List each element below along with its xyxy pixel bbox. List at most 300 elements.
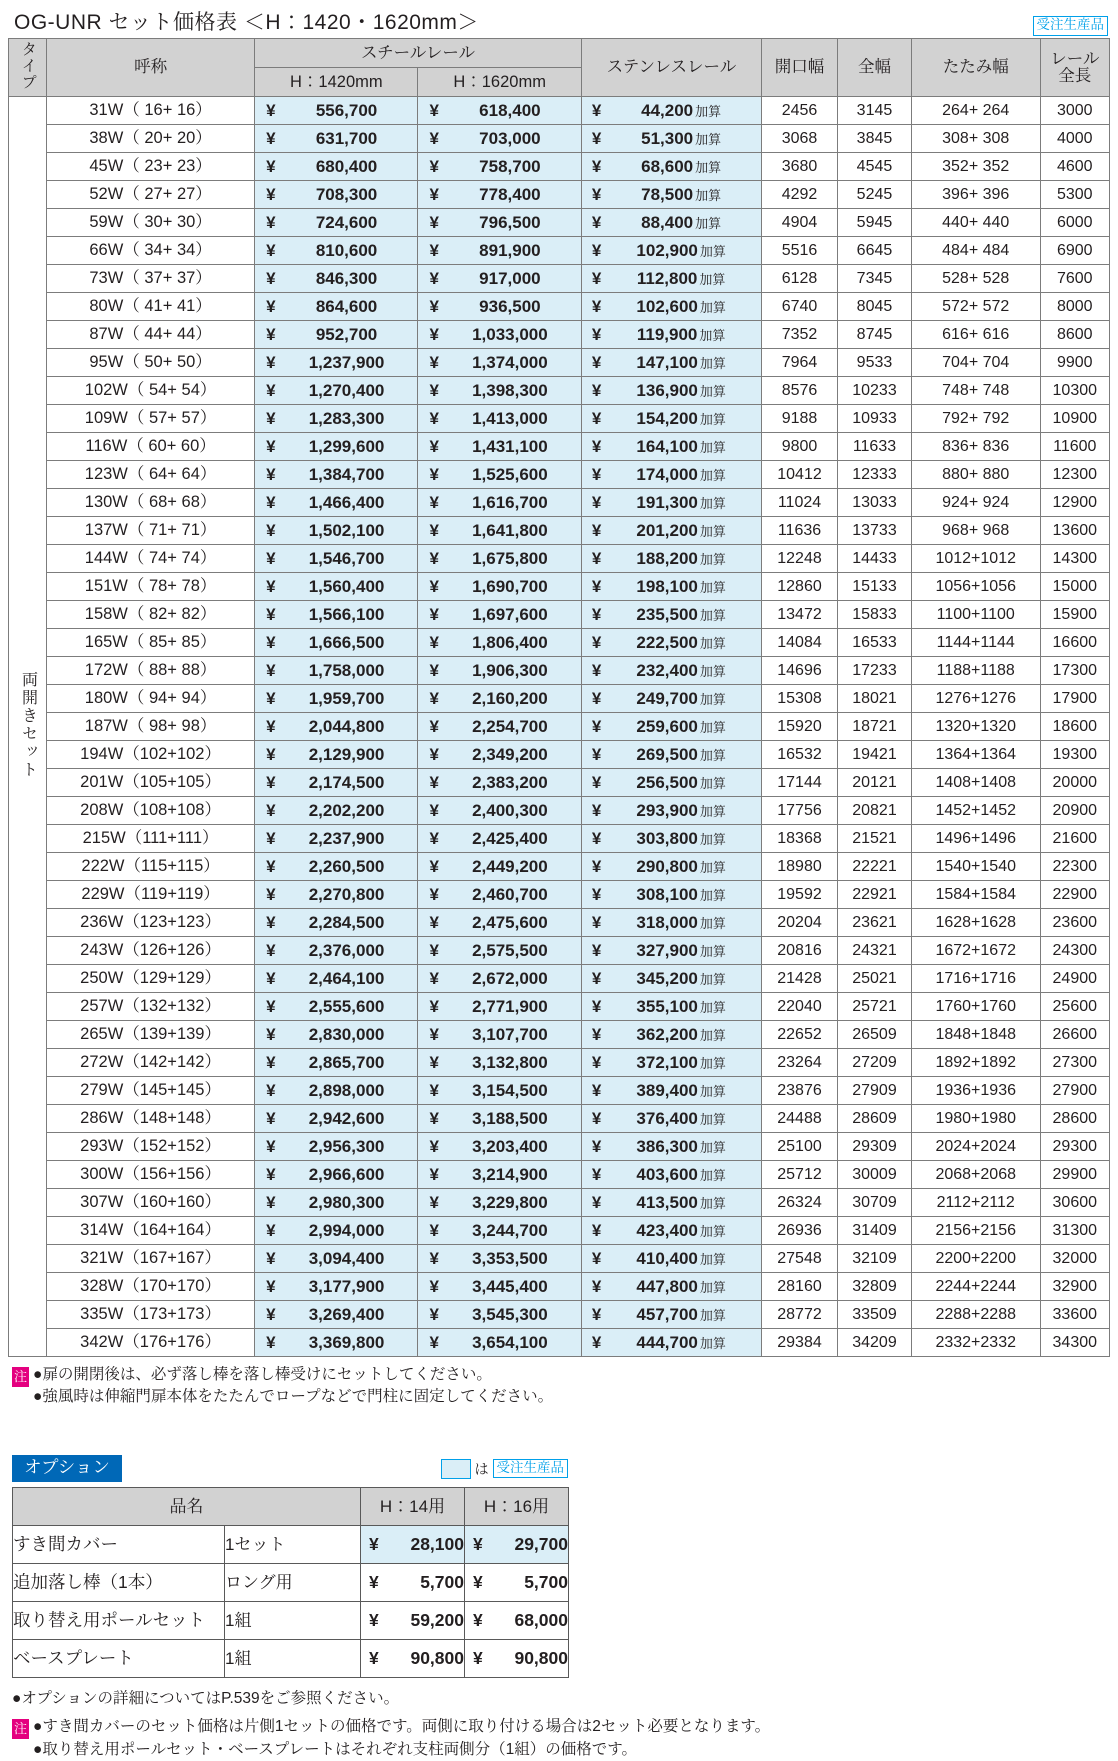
option-name: すき間カバー (13, 1526, 225, 1564)
cell-stainless: ¥ 51,300 加算 (581, 125, 761, 153)
cell-name: 293W（152+152） (47, 1133, 255, 1161)
cell-opening-width: 28772 (761, 1301, 837, 1329)
cell-folded-width: 1144+1144 (911, 629, 1040, 657)
cell-opening-width: 12248 (761, 545, 837, 573)
cell-total-width: 20821 (838, 797, 912, 825)
cell-opening-width: 26324 (761, 1189, 837, 1217)
cell-total-width: 19421 (838, 741, 912, 769)
cell-steel-h1620: ¥ 2,575,500 (418, 937, 581, 965)
cell-folded-width: 2068+2068 (911, 1161, 1040, 1189)
cell-stainless: ¥ 376,400 加算 (581, 1105, 761, 1133)
cell-rail-length: 26600 (1040, 1021, 1109, 1049)
cell-total-width: 25721 (838, 993, 912, 1021)
cell-stainless: ¥ 191,300 加算 (581, 489, 761, 517)
cell-name: 66W（ 34+ 34） (47, 237, 255, 265)
cell-steel-h1620: ¥ 3,353,500 (418, 1245, 581, 1273)
cell-rail-length: 14300 (1040, 545, 1109, 573)
option-price-h14: ¥ 28,100 (361, 1526, 465, 1564)
main-notes-lines (33, 1364, 553, 1409)
cell-steel-h1620: ¥ 618,400 (418, 97, 581, 125)
cell-folded-width: 1892+1892 (911, 1049, 1040, 1077)
table-row (9, 293, 1110, 321)
cell-opening-width: 8576 (761, 377, 837, 405)
cell-steel-h1620: ¥ 703,000 (418, 125, 581, 153)
price-table (8, 38, 1110, 1357)
cell-steel-h1620: ¥ 2,383,200 (418, 769, 581, 797)
cell-name: 144W（ 74+ 74） (47, 545, 255, 573)
cell-steel-h1420: ¥ 2,202,200 (255, 797, 418, 825)
cell-opening-width: 25100 (761, 1133, 837, 1161)
table-row (9, 125, 1110, 153)
table-row (9, 1133, 1110, 1161)
cell-folded-width: 1452+1452 (911, 797, 1040, 825)
table-row (9, 825, 1110, 853)
cell-steel-h1420: ¥ 1,546,700 (255, 545, 418, 573)
cell-stainless: ¥ 447,800 加算 (581, 1273, 761, 1301)
column-header-steel-h1420: H：1420mm (255, 68, 418, 97)
cell-folded-width: 308+ 308 (911, 125, 1040, 153)
cell-steel-h1620: ¥ 1,374,000 (418, 349, 581, 377)
cell-folded-width: 1012+1012 (911, 545, 1040, 573)
table-row (9, 1021, 1110, 1049)
cell-steel-h1620: ¥ 778,400 (418, 181, 581, 209)
cell-steel-h1620: ¥ 2,400,300 (418, 797, 581, 825)
table-row (9, 1189, 1110, 1217)
cell-total-width: 16533 (838, 629, 912, 657)
table-row (9, 433, 1110, 461)
caution-mark-icon: 注 (12, 1367, 29, 1387)
cell-steel-h1420: ¥ 1,466,400 (255, 489, 418, 517)
cell-steel-h1420: ¥ 1,566,100 (255, 601, 418, 629)
cell-steel-h1620: ¥ 1,616,700 (418, 489, 581, 517)
cell-total-width: 29309 (838, 1133, 912, 1161)
cell-steel-h1620: ¥ 3,545,300 (418, 1301, 581, 1329)
cell-total-width: 8045 (838, 293, 912, 321)
cell-name: 335W（173+173） (47, 1301, 255, 1329)
cell-steel-h1620: ¥ 917,000 (418, 265, 581, 293)
option-price-h16: ¥ 68,000 (465, 1602, 569, 1640)
cell-name: 52W（ 27+ 27） (47, 181, 255, 209)
cell-name: 194W（102+102） (47, 741, 255, 769)
cell-total-width: 30009 (838, 1161, 912, 1189)
cell-rail-length: 23600 (1040, 909, 1109, 937)
cell-total-width: 34209 (838, 1329, 912, 1357)
cell-name: 172W（ 88+ 88） (47, 657, 255, 685)
cell-total-width: 15833 (838, 601, 912, 629)
cell-steel-h1420: ¥ 2,865,700 (255, 1049, 418, 1077)
page-title: OG-UNR セット価格表 ＜H：1420・1620mm＞ (14, 11, 479, 34)
cell-name: 116W（ 60+ 60） (47, 433, 255, 461)
cell-folded-width: 440+ 440 (911, 209, 1040, 237)
cell-stainless: ¥ 112,800 加算 (581, 265, 761, 293)
cell-name: 158W（ 82+ 82） (47, 601, 255, 629)
option-row (13, 1640, 569, 1678)
option-unit: 1組 (225, 1640, 361, 1678)
cell-steel-h1420: ¥ 724,600 (255, 209, 418, 237)
cell-name: 236W（123+123） (47, 909, 255, 937)
cell-stainless: ¥ 403,600 加算 (581, 1161, 761, 1189)
caution-mark-icon: 注 (12, 1719, 29, 1739)
cell-rail-length: 30600 (1040, 1189, 1109, 1217)
cell-rail-length: 7600 (1040, 265, 1109, 293)
cell-total-width: 32809 (838, 1273, 912, 1301)
cell-folded-width: 704+ 704 (911, 349, 1040, 377)
option-table-head (13, 1488, 569, 1526)
cell-steel-h1620: ¥ 1,641,800 (418, 517, 581, 545)
cell-opening-width: 5516 (761, 237, 837, 265)
cell-steel-h1620: ¥ 1,690,700 (418, 573, 581, 601)
cell-total-width: 3145 (838, 97, 912, 125)
table-row (9, 265, 1110, 293)
cell-steel-h1420: ¥ 1,560,400 (255, 573, 418, 601)
cell-opening-width: 23876 (761, 1077, 837, 1105)
cell-total-width: 21521 (838, 825, 912, 853)
cell-folded-width: 1716+1716 (911, 965, 1040, 993)
cell-steel-h1620: ¥ 2,460,700 (418, 881, 581, 909)
table-row (9, 181, 1110, 209)
cell-folded-width: 528+ 528 (911, 265, 1040, 293)
option-row (13, 1602, 569, 1640)
option-unit: 1セット (225, 1526, 361, 1564)
cell-steel-h1420: ¥ 2,966,600 (255, 1161, 418, 1189)
cell-opening-width: 11024 (761, 489, 837, 517)
cell-opening-width: 23264 (761, 1049, 837, 1077)
cell-folded-width: 1936+1936 (911, 1077, 1040, 1105)
cell-total-width: 13033 (838, 489, 912, 517)
option-column-header-h14: H：14用 (361, 1488, 465, 1526)
cell-folded-width: 1672+1672 (911, 937, 1040, 965)
option-name: 取り替え用ポールセット (13, 1602, 225, 1640)
cell-stainless: ¥ 444,700 加算 (581, 1329, 761, 1357)
cell-folded-width: 836+ 836 (911, 433, 1040, 461)
cell-stainless: ¥ 174,000 加算 (581, 461, 761, 489)
cell-total-width: 20121 (838, 769, 912, 797)
cell-name: 45W（ 23+ 23） (47, 153, 255, 181)
cell-total-width: 22221 (838, 853, 912, 881)
cell-name: 229W（119+119） (47, 881, 255, 909)
table-row (9, 685, 1110, 713)
option-price-h14: ¥ 5,700 (361, 1564, 465, 1602)
cell-stainless: ¥ 259,600 加算 (581, 713, 761, 741)
cell-steel-h1620: ¥ 1,413,000 (418, 405, 581, 433)
cell-rail-length: 8600 (1040, 321, 1109, 349)
option-row (13, 1564, 569, 1602)
cell-rail-length: 15000 (1040, 573, 1109, 601)
table-row (9, 517, 1110, 545)
cell-steel-h1420: ¥ 2,898,000 (255, 1077, 418, 1105)
type-cell (9, 97, 47, 1357)
cell-steel-h1620: ¥ 1,675,800 (418, 545, 581, 573)
cell-opening-width: 14696 (761, 657, 837, 685)
cell-opening-width: 7964 (761, 349, 837, 377)
cell-opening-width: 28160 (761, 1273, 837, 1301)
cell-total-width: 22921 (838, 881, 912, 909)
price-table-body (9, 97, 1110, 1357)
cell-steel-h1420: ¥ 2,270,800 (255, 881, 418, 909)
cell-rail-length: 18600 (1040, 713, 1109, 741)
cell-stainless: ¥ 88,400 加算 (581, 209, 761, 237)
cell-total-width: 5945 (838, 209, 912, 237)
table-row (9, 993, 1110, 1021)
cell-rail-length: 31300 (1040, 1217, 1109, 1245)
option-column-header-h16: H：16用 (465, 1488, 569, 1526)
option-price-h14: ¥ 90,800 (361, 1640, 465, 1678)
made-to-order-badge: 受注生産品 (1033, 16, 1109, 36)
cell-steel-h1620: ¥ 1,033,000 (418, 321, 581, 349)
table-row (9, 1077, 1110, 1105)
cell-steel-h1620: ¥ 3,188,500 (418, 1105, 581, 1133)
cell-steel-h1420: ¥ 2,260,500 (255, 853, 418, 881)
cell-total-width: 25021 (838, 965, 912, 993)
cell-steel-h1420: ¥ 1,283,300 (255, 405, 418, 433)
cell-folded-width: 1980+1980 (911, 1105, 1040, 1133)
cell-opening-width: 21428 (761, 965, 837, 993)
cell-stainless: ¥ 457,700 加算 (581, 1301, 761, 1329)
cell-total-width: 9533 (838, 349, 912, 377)
cell-total-width: 8745 (838, 321, 912, 349)
cell-folded-width: 1628+1628 (911, 909, 1040, 937)
cell-steel-h1620: ¥ 758,700 (418, 153, 581, 181)
cell-rail-length: 11600 (1040, 433, 1109, 461)
cell-steel-h1420: ¥ 2,942,600 (255, 1105, 418, 1133)
cell-name: 286W（148+148） (47, 1105, 255, 1133)
cell-opening-width: 12860 (761, 573, 837, 601)
cell-rail-length: 12300 (1040, 461, 1109, 489)
cell-name: 165W（ 85+ 85） (47, 629, 255, 657)
cell-opening-width: 15308 (761, 685, 837, 713)
cell-steel-h1420: ¥ 3,094,400 (255, 1245, 418, 1273)
cell-opening-width: 7352 (761, 321, 837, 349)
cell-folded-width: 572+ 572 (911, 293, 1040, 321)
cell-stainless: ¥ 235,500 加算 (581, 601, 761, 629)
cell-total-width: 10233 (838, 377, 912, 405)
cell-folded-width: 1496+1496 (911, 825, 1040, 853)
cell-name: 187W（ 98+ 98） (47, 713, 255, 741)
cell-stainless: ¥ 222,500 加算 (581, 629, 761, 657)
cell-total-width: 6645 (838, 237, 912, 265)
cell-rail-length: 3000 (1040, 97, 1109, 125)
cell-steel-h1420: ¥ 556,700 (255, 97, 418, 125)
column-header-rail-length (1040, 39, 1109, 97)
table-row (9, 153, 1110, 181)
cell-steel-h1420: ¥ 1,270,400 (255, 377, 418, 405)
cell-name: 314W（164+164） (47, 1217, 255, 1245)
cell-folded-width: 1760+1760 (911, 993, 1040, 1021)
cell-stainless: ¥ 423,400 加算 (581, 1217, 761, 1245)
cell-stainless: ¥ 188,200 加算 (581, 545, 761, 573)
table-row (9, 713, 1110, 741)
cell-steel-h1420: ¥ 1,959,700 (255, 685, 418, 713)
table-row (9, 209, 1110, 237)
cell-opening-width: 27548 (761, 1245, 837, 1273)
cell-total-width: 31409 (838, 1217, 912, 1245)
cell-rail-length: 4600 (1040, 153, 1109, 181)
cell-total-width: 18721 (838, 713, 912, 741)
cell-total-width: 11633 (838, 433, 912, 461)
cell-stainless: ¥ 413,500 加算 (581, 1189, 761, 1217)
cell-total-width: 26509 (838, 1021, 912, 1049)
cell-steel-h1420: ¥ 1,502,100 (255, 517, 418, 545)
option-notes (12, 1716, 1110, 1761)
option-price-h16: ¥ 5,700 (465, 1564, 569, 1602)
cell-steel-h1620: ¥ 1,525,600 (418, 461, 581, 489)
cell-name: 151W（ 78+ 78） (47, 573, 255, 601)
cell-stainless: ¥ 102,600 加算 (581, 293, 761, 321)
cell-total-width: 12333 (838, 461, 912, 489)
cell-stainless: ¥ 293,900 加算 (581, 797, 761, 825)
cell-total-width: 18021 (838, 685, 912, 713)
cell-rail-length: 19300 (1040, 741, 1109, 769)
cell-stainless: ¥ 355,100 加算 (581, 993, 761, 1021)
cell-stainless: ¥ 164,100 加算 (581, 433, 761, 461)
cell-steel-h1420: ¥ 3,177,900 (255, 1273, 418, 1301)
cell-total-width: 10933 (838, 405, 912, 433)
cell-total-width: 30709 (838, 1189, 912, 1217)
cell-name: 265W（139+139） (47, 1021, 255, 1049)
option-tag-label: オプション (12, 1455, 122, 1482)
column-header-opening-width: 開口幅 (761, 39, 837, 97)
cell-steel-h1620: ¥ 3,445,400 (418, 1273, 581, 1301)
table-row (9, 937, 1110, 965)
cell-folded-width: 1056+1056 (911, 573, 1040, 601)
cell-opening-width: 4904 (761, 209, 837, 237)
cell-name: 279W（145+145） (47, 1077, 255, 1105)
cell-rail-length: 10900 (1040, 405, 1109, 433)
cell-opening-width: 14084 (761, 629, 837, 657)
option-price-h16: ¥ 90,800 (465, 1640, 569, 1678)
cell-folded-width: 352+ 352 (911, 153, 1040, 181)
cell-steel-h1420: ¥ 1,666,500 (255, 629, 418, 657)
table-row (9, 461, 1110, 489)
cell-steel-h1620: ¥ 2,349,200 (418, 741, 581, 769)
table-row (9, 1301, 1110, 1329)
table-row (9, 489, 1110, 517)
option-name: ベースプレート (13, 1640, 225, 1678)
cell-rail-length: 32000 (1040, 1245, 1109, 1273)
table-row (9, 1161, 1110, 1189)
cell-rail-length: 33600 (1040, 1301, 1109, 1329)
cell-steel-h1620: ¥ 1,906,300 (418, 657, 581, 685)
cell-stainless: ¥ 386,300 加算 (581, 1133, 761, 1161)
cell-total-width: 17233 (838, 657, 912, 685)
cell-name: 243W（126+126） (47, 937, 255, 965)
cell-rail-length: 28600 (1040, 1105, 1109, 1133)
cell-stainless: ¥ 290,800 加算 (581, 853, 761, 881)
cell-rail-length: 22900 (1040, 881, 1109, 909)
cell-folded-width: 2200+2200 (911, 1245, 1040, 1273)
cell-rail-length: 10300 (1040, 377, 1109, 405)
table-row (9, 657, 1110, 685)
cell-opening-width: 18980 (761, 853, 837, 881)
cell-rail-length: 16600 (1040, 629, 1109, 657)
cell-name: 321W（167+167） (47, 1245, 255, 1273)
main-notes (12, 1364, 1110, 1409)
cell-name: 102W（ 54+ 54） (47, 377, 255, 405)
cell-stainless: ¥ 308,100 加算 (581, 881, 761, 909)
option-name: 追加落し棒（1本） (13, 1564, 225, 1602)
cell-folded-width: 968+ 968 (911, 517, 1040, 545)
table-row (9, 601, 1110, 629)
cell-steel-h1620: ¥ 2,449,200 (418, 853, 581, 881)
cell-opening-width: 26936 (761, 1217, 837, 1245)
cell-opening-width: 22040 (761, 993, 837, 1021)
cell-folded-width: 2244+2244 (911, 1273, 1040, 1301)
cell-steel-h1420: ¥ 952,700 (255, 321, 418, 349)
option-row (13, 1526, 569, 1564)
table-row (9, 769, 1110, 797)
cell-opening-width: 15920 (761, 713, 837, 741)
price-table-head (9, 39, 1110, 97)
cell-stainless: ¥ 201,200 加算 (581, 517, 761, 545)
column-header-total-width: 全幅 (838, 39, 912, 97)
cell-opening-width: 19592 (761, 881, 837, 909)
cell-total-width: 33509 (838, 1301, 912, 1329)
cell-opening-width: 18368 (761, 825, 837, 853)
cell-steel-h1420: ¥ 2,994,000 (255, 1217, 418, 1245)
cell-steel-h1620: ¥ 2,475,600 (418, 909, 581, 937)
cell-opening-width: 20204 (761, 909, 837, 937)
cell-name: 257W（132+132） (47, 993, 255, 1021)
cell-opening-width: 29384 (761, 1329, 837, 1357)
cell-steel-h1620: ¥ 2,672,000 (418, 965, 581, 993)
cell-steel-h1420: ¥ 2,044,800 (255, 713, 418, 741)
cell-rail-length: 22300 (1040, 853, 1109, 881)
cell-total-width: 32109 (838, 1245, 912, 1273)
cell-folded-width: 924+ 924 (911, 489, 1040, 517)
column-header-steel-group: スチールレール (255, 39, 582, 68)
cell-opening-width: 2456 (761, 97, 837, 125)
cell-folded-width: 264+ 264 (911, 97, 1040, 125)
cell-steel-h1420: ¥ 1,384,700 (255, 461, 418, 489)
table-row (9, 1273, 1110, 1301)
legend-made-to-order-badge: 受注生産品 (493, 1459, 569, 1479)
cell-name: 31W（ 16+ 16） (47, 97, 255, 125)
cell-rail-length: 17300 (1040, 657, 1109, 685)
table-row (9, 853, 1110, 881)
cell-name: 95W（ 50+ 50） (47, 349, 255, 377)
main-note-line: ●扉の開閉後は、必ず落し棒を落し棒受けにセットしてください。 (33, 1366, 492, 1383)
cell-steel-h1420: ¥ 708,300 (255, 181, 418, 209)
cell-stainless: ¥ 345,200 加算 (581, 965, 761, 993)
cell-folded-width: 1100+1100 (911, 601, 1040, 629)
cell-steel-h1620: ¥ 1,398,300 (418, 377, 581, 405)
cell-folded-width: 1540+1540 (911, 853, 1040, 881)
cell-folded-width: 616+ 616 (911, 321, 1040, 349)
cell-opening-width: 3680 (761, 153, 837, 181)
cell-folded-width: 484+ 484 (911, 237, 1040, 265)
cell-steel-h1620: ¥ 1,431,100 (418, 433, 581, 461)
table-row (9, 965, 1110, 993)
cell-rail-length: 20000 (1040, 769, 1109, 797)
cell-steel-h1420: ¥ 680,400 (255, 153, 418, 181)
cell-steel-h1420: ¥ 2,129,900 (255, 741, 418, 769)
cell-total-width: 7345 (838, 265, 912, 293)
type-cell-label: 両開きセット (19, 671, 37, 779)
cell-steel-h1420: ¥ 846,300 (255, 265, 418, 293)
cell-steel-h1420: ¥ 810,600 (255, 237, 418, 265)
cell-rail-length: 25600 (1040, 993, 1109, 1021)
option-reference-note: ●オプションの詳細についてはP.539をご参照ください。 (12, 1690, 400, 1708)
cell-steel-h1420: ¥ 2,830,000 (255, 1021, 418, 1049)
legend-color-swatch (441, 1459, 471, 1479)
table-row (9, 237, 1110, 265)
cell-rail-length: 20900 (1040, 797, 1109, 825)
cell-total-width: 23621 (838, 909, 912, 937)
cell-rail-length: 24300 (1040, 937, 1109, 965)
cell-steel-h1420: ¥ 2,555,600 (255, 993, 418, 1021)
cell-opening-width: 16532 (761, 741, 837, 769)
cell-name: 109W（ 57+ 57） (47, 405, 255, 433)
